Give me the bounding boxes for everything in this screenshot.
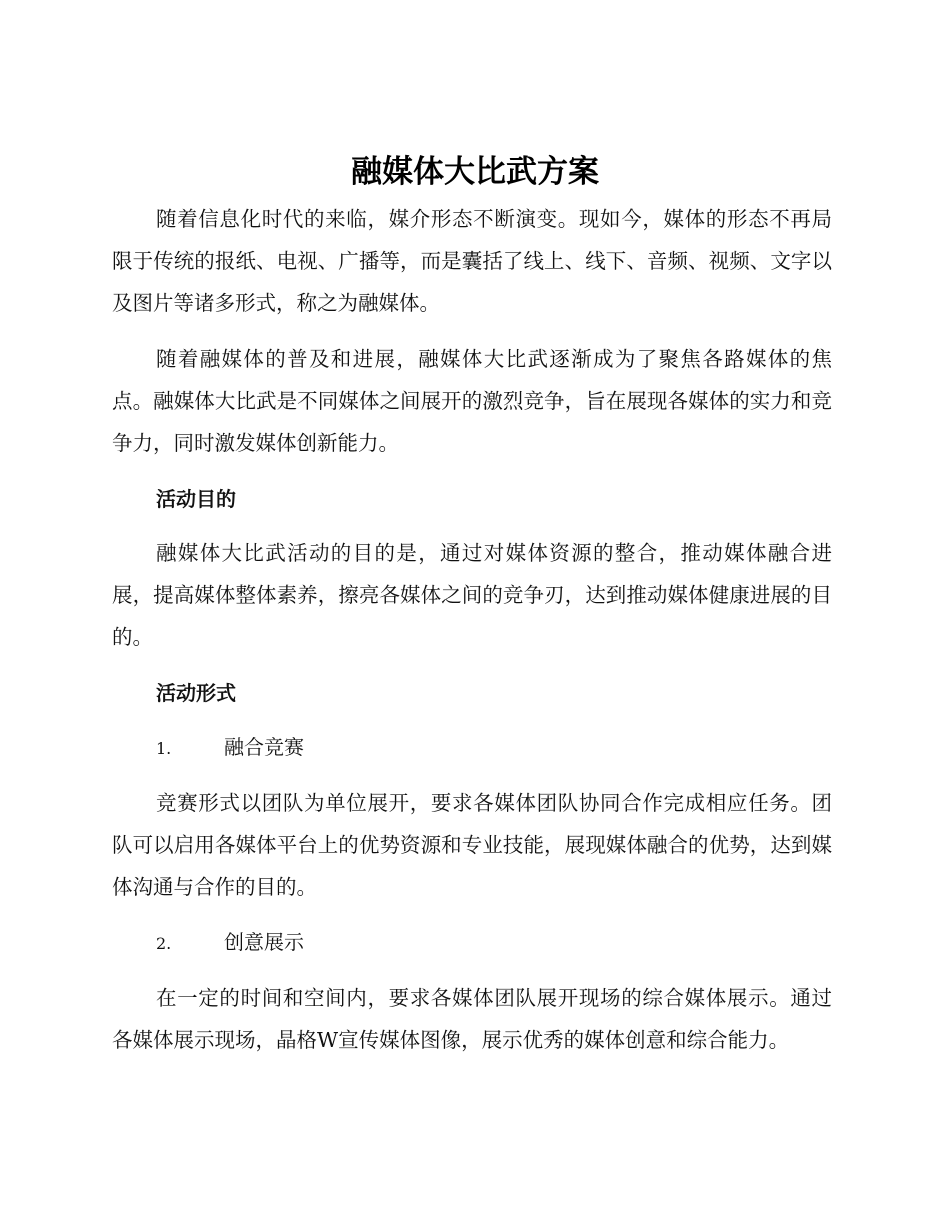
list-label: 创意展示 [224, 930, 304, 954]
document-title: 融媒体大比武方案 [351, 154, 599, 190]
list-number: 1. [156, 739, 172, 758]
section-heading-purpose: 活动目的 [156, 487, 236, 511]
list-item-2 [156, 926, 304, 960]
intro-paragraph-1: 随着信息化时代的来临，媒介形态不断演变。现如今，媒体的形态不再局限于传统的报纸、电视、广播等，而是囊括了线上、线下、音频、视频、文字以及图片等诸多形式，称之为融媒体。 [112, 207, 832, 315]
list-item-1 [156, 731, 304, 765]
section-heading-format: 活动形式 [156, 681, 236, 705]
format-item-1-paragraph: 竞赛形式以团队为单位展开，要求各媒体团队协同合作完成相应任务。团队可以启用各媒体平台上的优势资源和专业技能，展现媒体融合的优势，达到媒体沟通与合作的目的。 [112, 791, 832, 899]
format-item-2-paragraph: 在一定的时间和空间内，要求各媒体团队展开现场的综合媒体展示。通过各媒体展示现场，晶格W宣传媒体图像，展示优秀的媒体创意和综合能力。 [112, 986, 832, 1052]
list-label: 融合竞赛 [224, 735, 304, 759]
intro-paragraph-2: 随着融媒体的普及和进展，融媒体大比武逐渐成为了聚焦各路媒体的焦点。融媒体大比武是不同媒体之间展开的激烈竞争，旨在展现各媒体的实力和竞争力，同时激发媒体创新能力。 [112, 347, 832, 455]
purpose-paragraph: 融媒体大比武活动的目的是，通过对媒体资源的整合，推动媒体融合进展，提高媒体整体素养，擦亮各媒体之间的竞争刃，达到推动媒体健康进展的目的。 [112, 541, 832, 649]
list-number: 2. [156, 934, 172, 953]
